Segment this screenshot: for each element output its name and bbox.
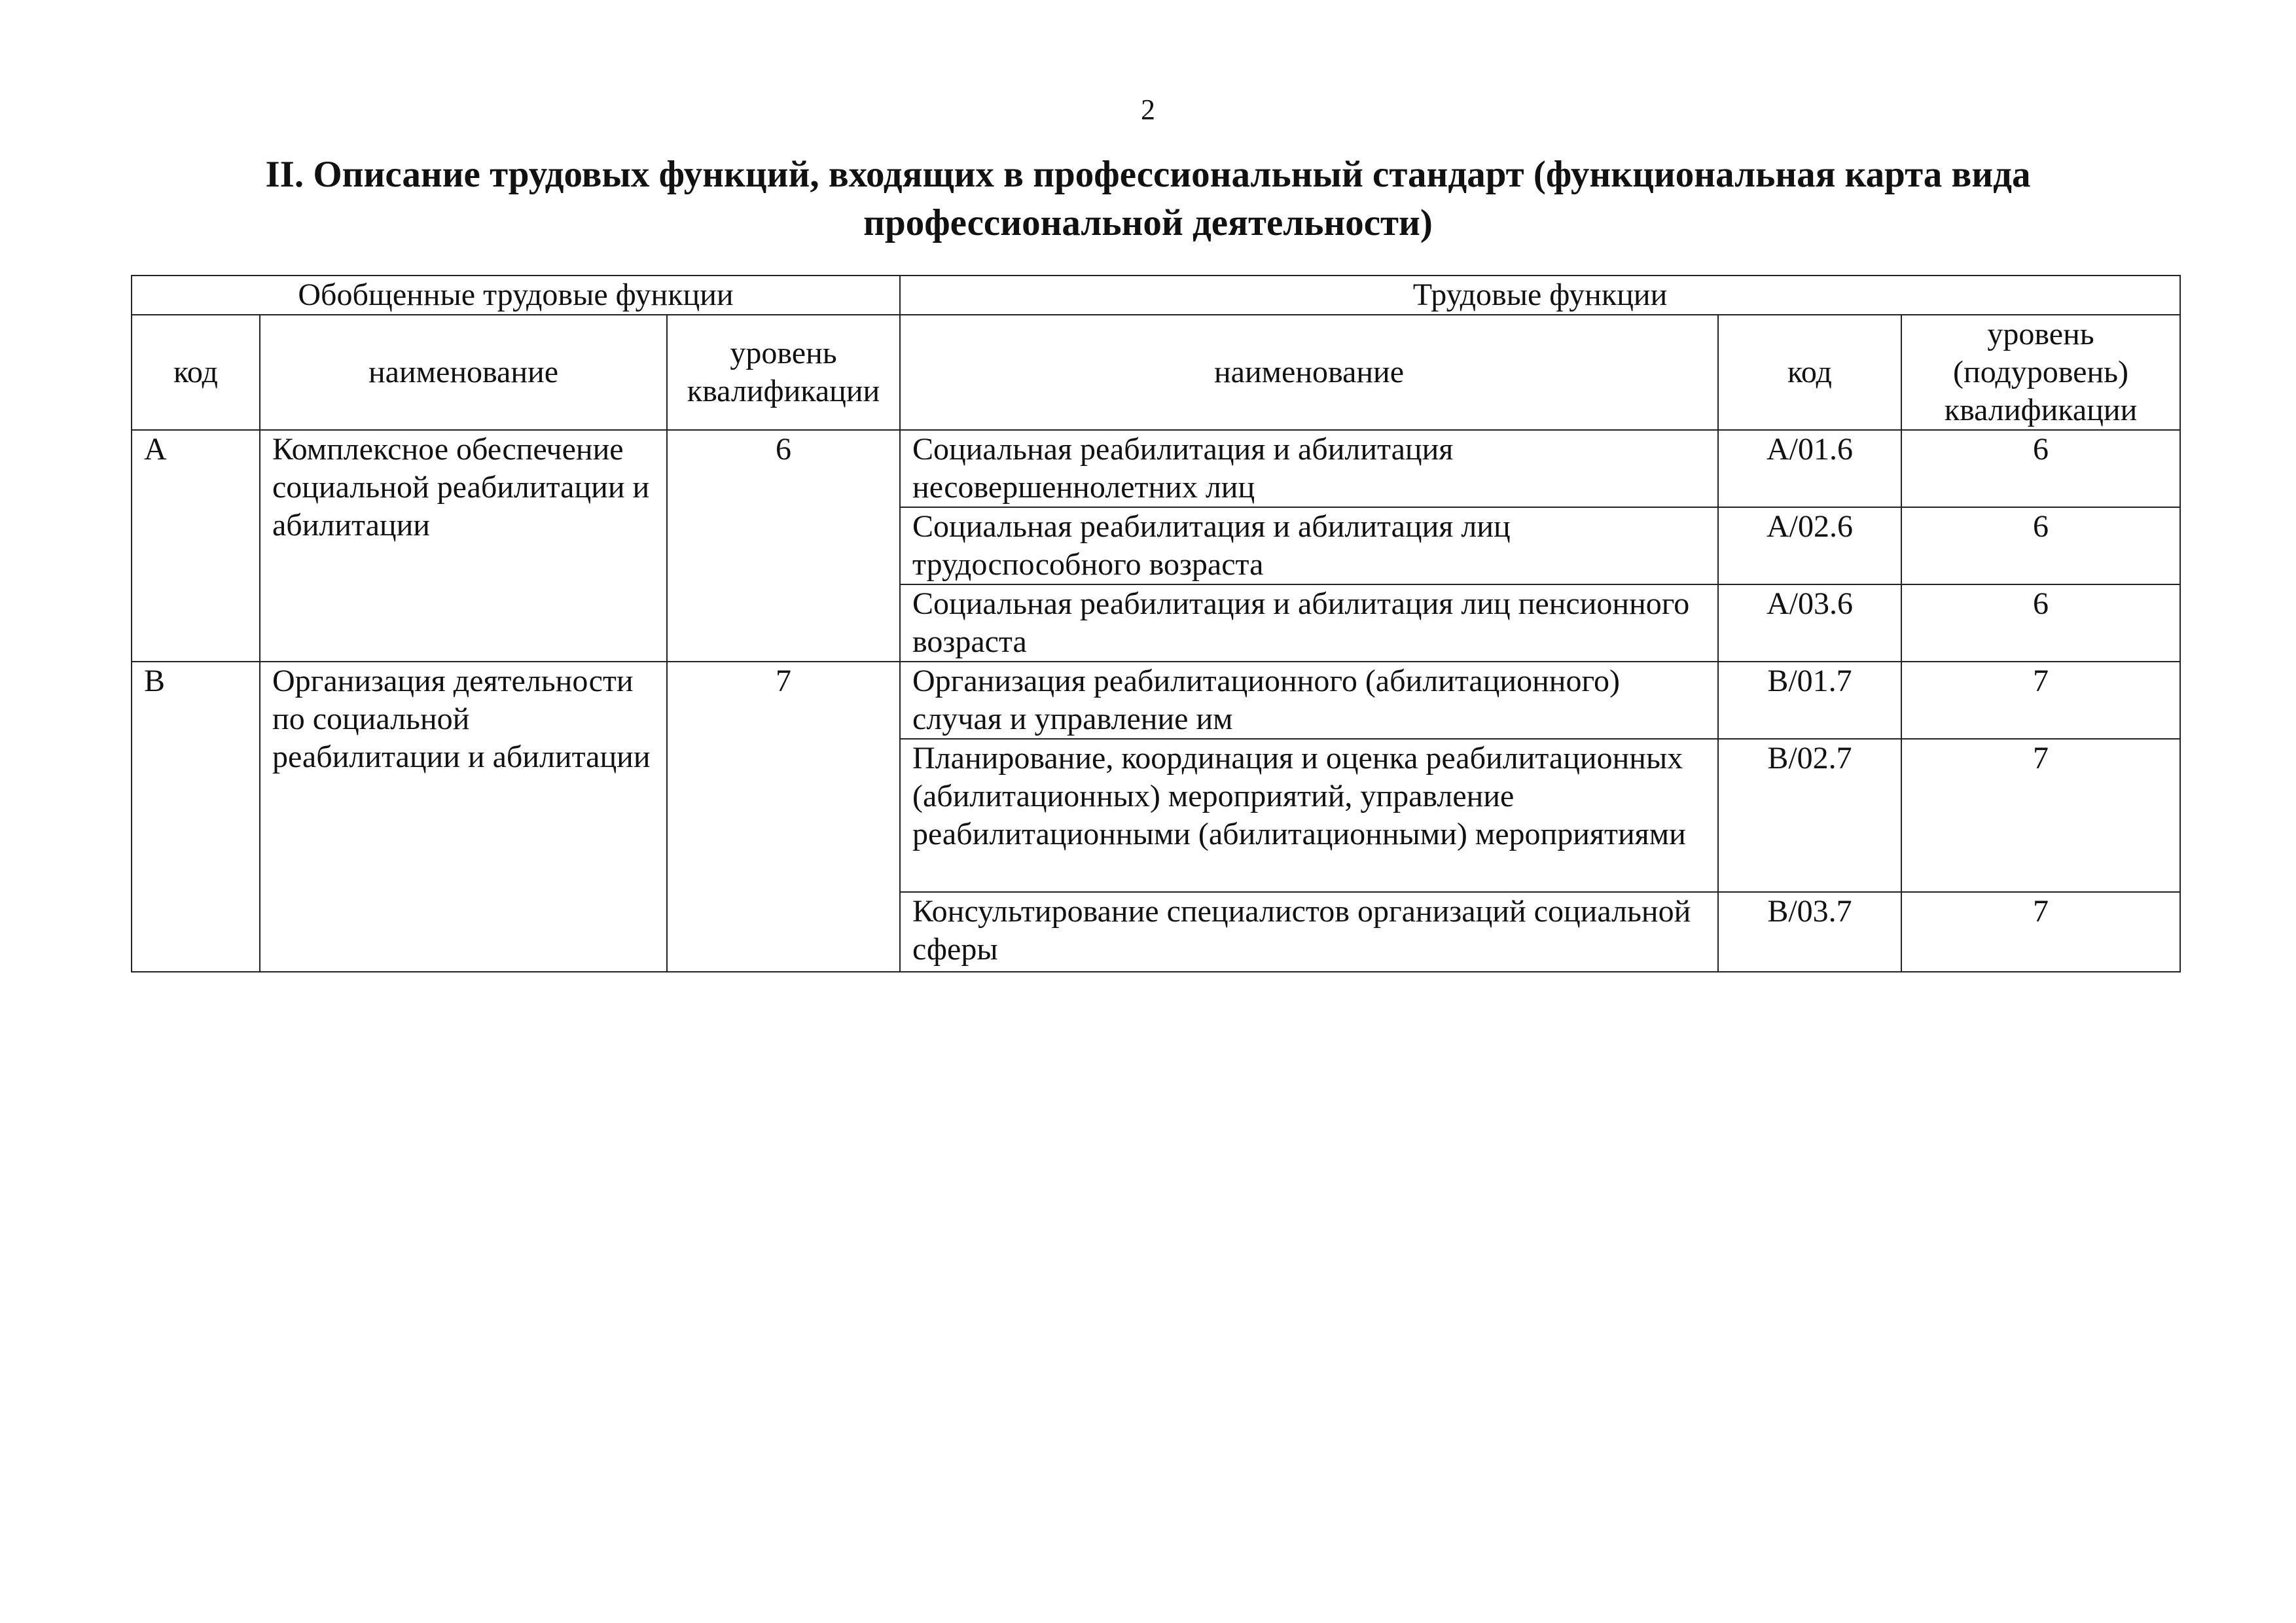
gen-code-header: код <box>132 315 260 430</box>
tf-code-cell: A/02.6 <box>1718 507 1901 584</box>
tf-name-cell: Социальная реабилитация и абилитация лиц пенсионного возраста <box>900 584 1718 662</box>
tf-code-cell: B/03.7 <box>1718 892 1901 972</box>
gen-level-cell: 7 <box>667 662 900 972</box>
gen-code-cell: B <box>132 662 260 972</box>
labor-functions-header: Трудовые функции <box>900 276 2180 315</box>
gen-level-cell: 6 <box>667 430 900 662</box>
column-header-row <box>132 315 2180 430</box>
gen-code-cell: A <box>132 430 260 662</box>
table-row <box>132 430 2180 507</box>
tf-name-cell: Планирование, координация и оценка реабилитационных (абилитационных) мероприятий, управление реабилитационными (абилитационными) мероприятиями <box>900 739 1718 892</box>
tf-level-header: уровень (подуровень) квалификации <box>1901 315 2180 430</box>
group-header-row <box>132 276 2180 315</box>
generalized-functions-header: Обобщенные трудовые функции <box>132 276 900 315</box>
gen-name-header: наименование <box>260 315 667 430</box>
table-row <box>132 662 2180 739</box>
tf-level-cell: 6 <box>1901 430 2180 507</box>
tf-name-cell: Социальная реабилитация и абилитация несовершеннолетних лиц <box>900 430 1718 507</box>
tf-level-cell: 6 <box>1901 584 2180 662</box>
functional-map-table <box>131 275 2181 972</box>
section-title: II. Описание трудовых функций, входящих в профессиональный стандарт (функциональная карта вида профессиональной деятельности) <box>265 154 2031 243</box>
gen-level-header: уровень квалификации <box>667 315 900 430</box>
tf-code-cell: B/02.7 <box>1718 739 1901 892</box>
tf-level-cell: 6 <box>1901 507 2180 584</box>
page-number: 2 <box>1141 94 1155 126</box>
tf-name-cell: Консультирование специалистов организаций социальной сферы <box>900 892 1718 972</box>
tf-level-cell: 7 <box>1901 662 2180 739</box>
gen-name-cell: Организация деятельности по социальной реабилитации и абилитации <box>260 662 667 972</box>
tf-code-cell: B/01.7 <box>1718 662 1901 739</box>
tf-level-cell: 7 <box>1901 892 2180 972</box>
tf-code-cell: A/03.6 <box>1718 584 1901 662</box>
tf-code-cell: A/01.6 <box>1718 430 1901 507</box>
tf-name-cell: Организация реабилитационного (абилитационного) случая и управление им <box>900 662 1718 739</box>
tf-code-header: код <box>1718 315 1901 430</box>
gen-name-cell: Комплексное обеспечение социальной реабилитации и абилитации <box>260 430 667 662</box>
tf-level-cell: 7 <box>1901 739 2180 892</box>
tf-name-header: наименование <box>900 315 1718 430</box>
tf-name-cell: Социальная реабилитация и абилитация лиц трудоспособного возраста <box>900 507 1718 584</box>
